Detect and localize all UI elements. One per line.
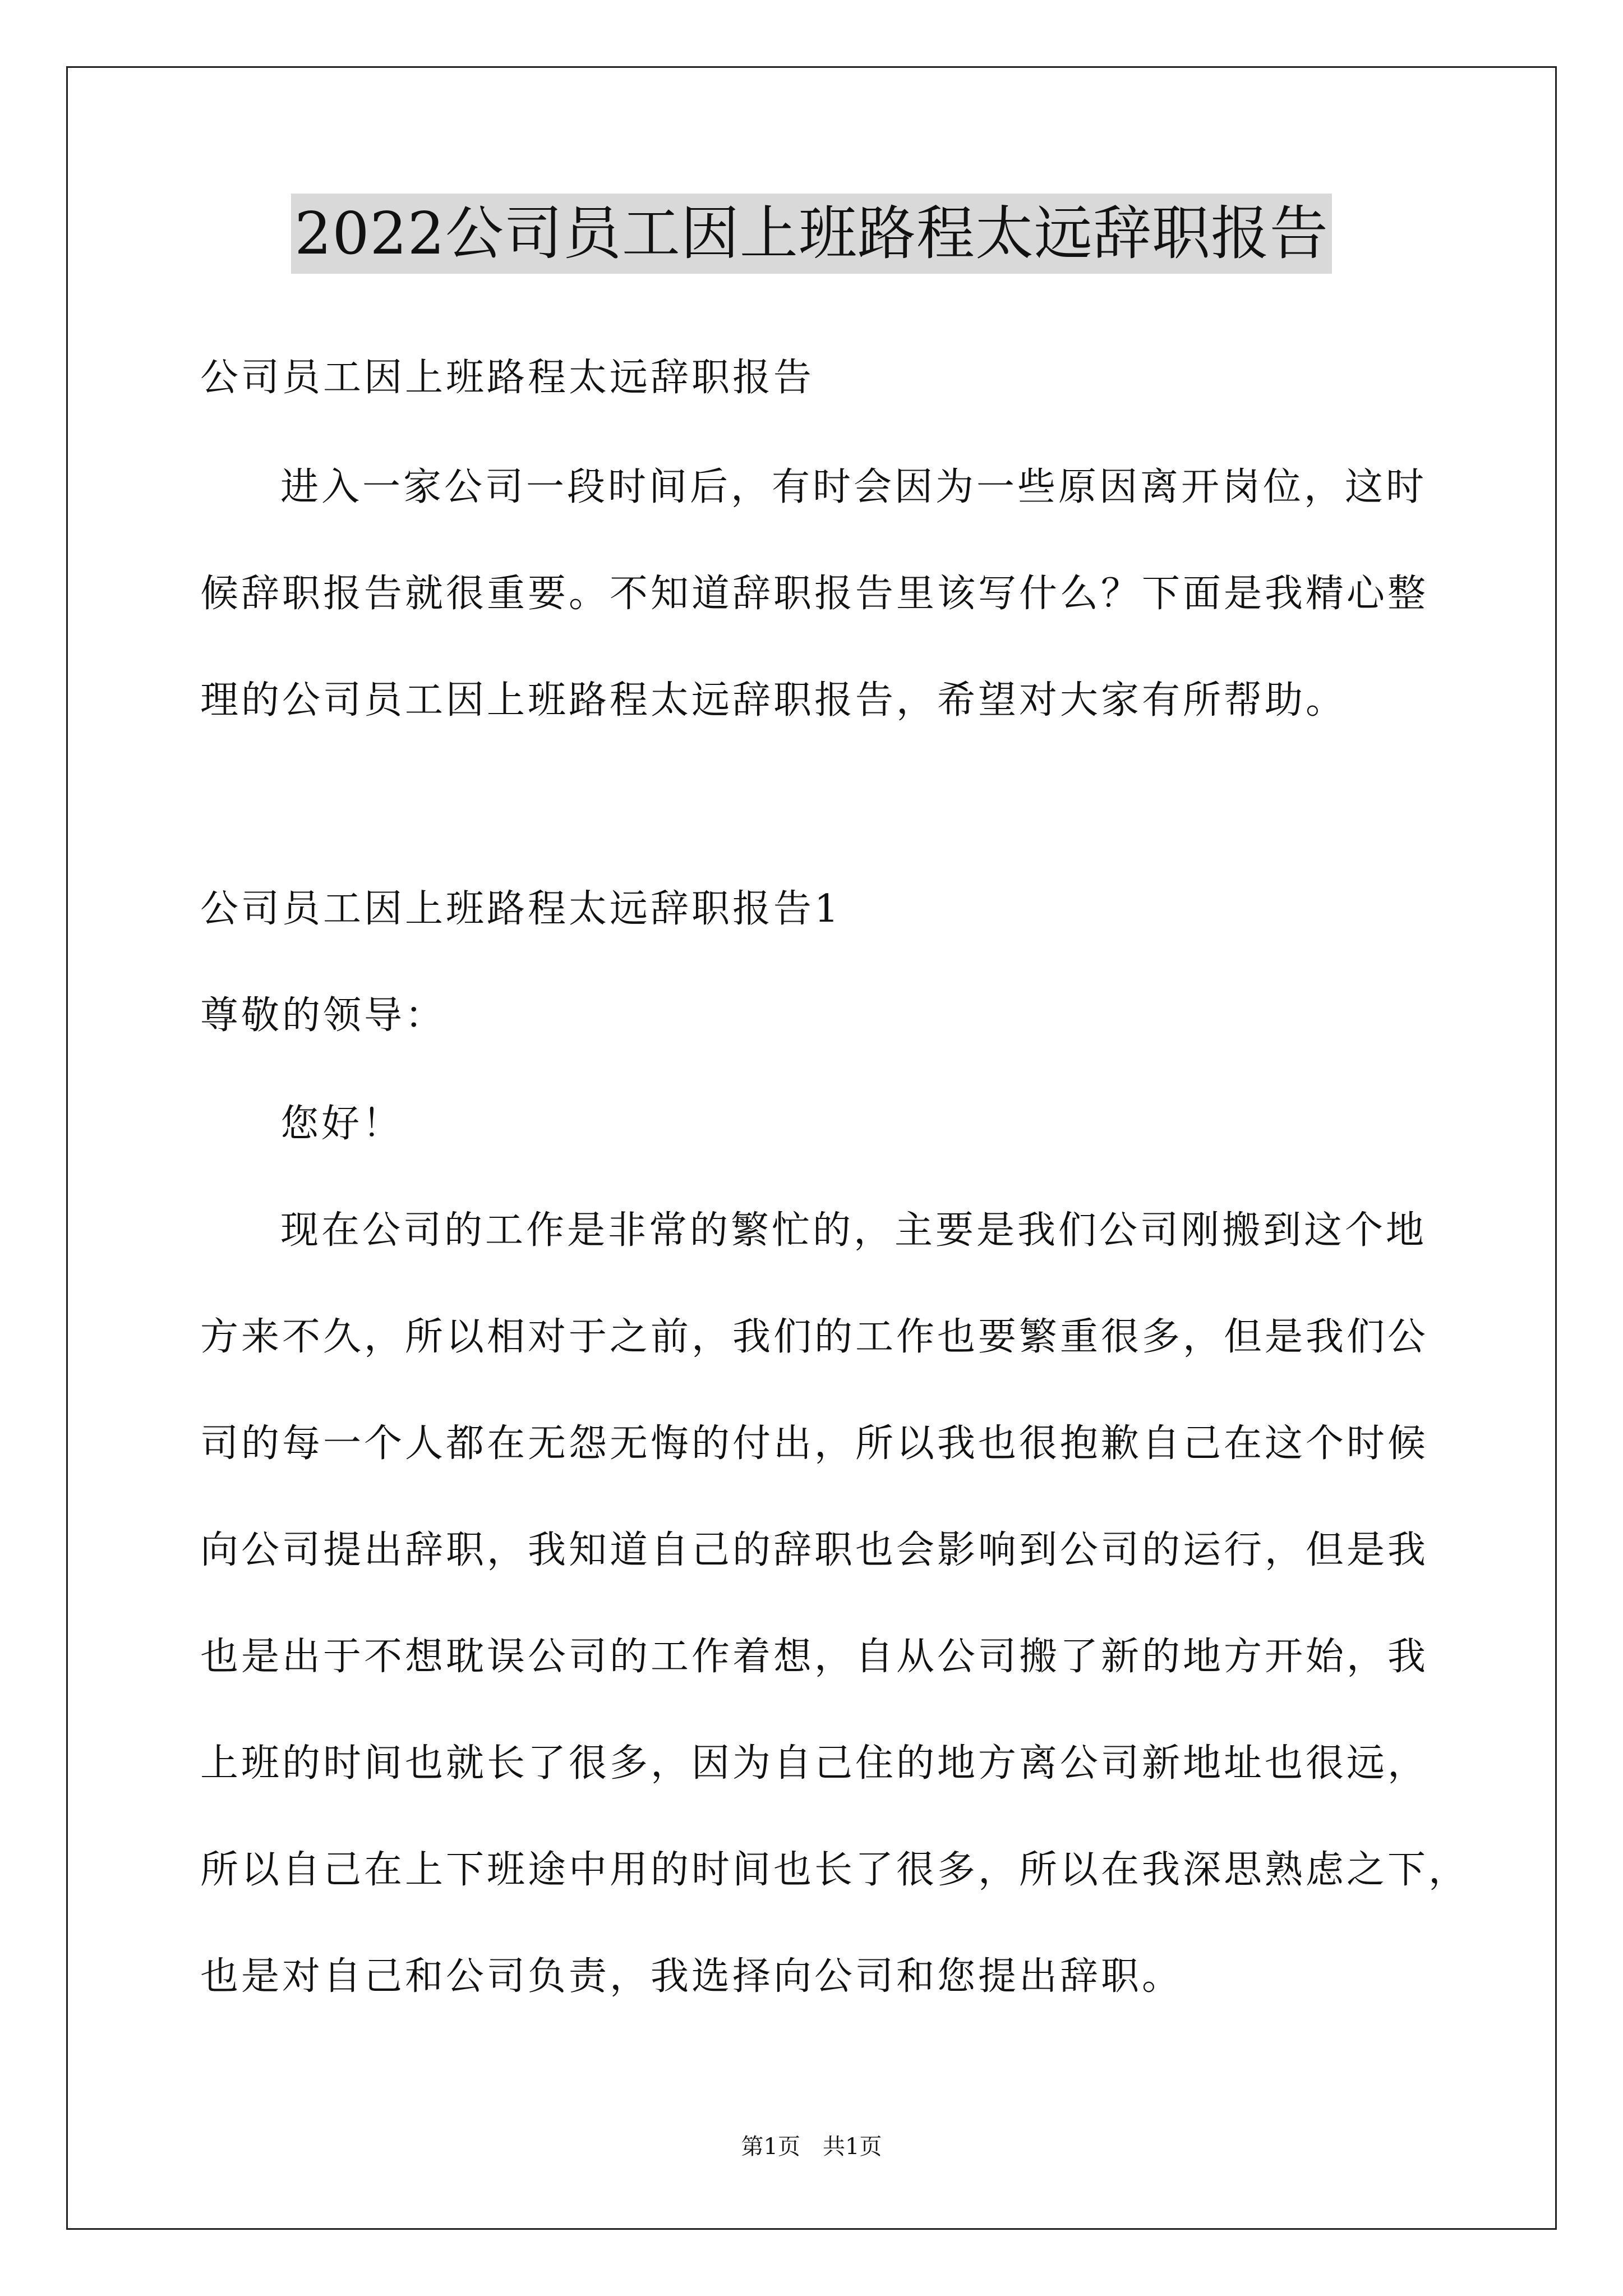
title-container: [0, 194, 1623, 274]
salutation: 尊敬的领导：: [200, 993, 446, 1038]
body-line-6: 上班的时间也就长了很多，因为自己住的地方离公司新地址也很远，: [200, 1741, 1429, 1786]
body-line-2: 方来不久，所以相对于之前，我们的工作也要繁重很多，但是我们公: [200, 1315, 1429, 1359]
page-footer: 第1页 共1页: [741, 2134, 882, 2160]
body-line-8: 也是对自己和公司负责，我选择向公司和您提出辞职。: [200, 1954, 1183, 1999]
body-line-7: 所以自己在上下班途中用的时间也长了很多，所以在我深思熟虑之下，: [200, 1848, 1470, 1892]
intro-line-2: 候辞职报告就很重要。不知道辞职报告里该写什么？下面是我精心整: [200, 572, 1429, 616]
section-heading: 公司员工因上班路程太远辞职报告1: [200, 887, 842, 931]
document-subtitle: 公司员工因上班路程太远辞职报告: [200, 356, 815, 400]
document-title: 2022公司员工因上班路程太远辞职报告: [291, 194, 1332, 274]
body-line-1: 现在公司的工作是非常的繁忙的，主要是我们公司刚搬到这个地: [280, 1208, 1427, 1253]
greeting: 您好！: [280, 1102, 404, 1146]
intro-line-1: 进入一家公司一段时间后，有时会因为一些原因离开岗位，这时: [280, 465, 1427, 509]
intro-line-3: 理的公司员工因上班路程太远辞职报告，希望对大家有所帮助。: [200, 678, 1347, 723]
body-line-5: 也是出于不想耽误公司的工作着想，自从公司搬了新的地方开始，我: [200, 1635, 1429, 1679]
body-line-4: 向公司提出辞职，我知道自己的辞职也会影响到公司的运行，但是我: [200, 1528, 1429, 1572]
body-line-3: 司的每一个人都在无怨无悔的付出，所以我也很抱歉自己在这个时候: [200, 1421, 1429, 1466]
